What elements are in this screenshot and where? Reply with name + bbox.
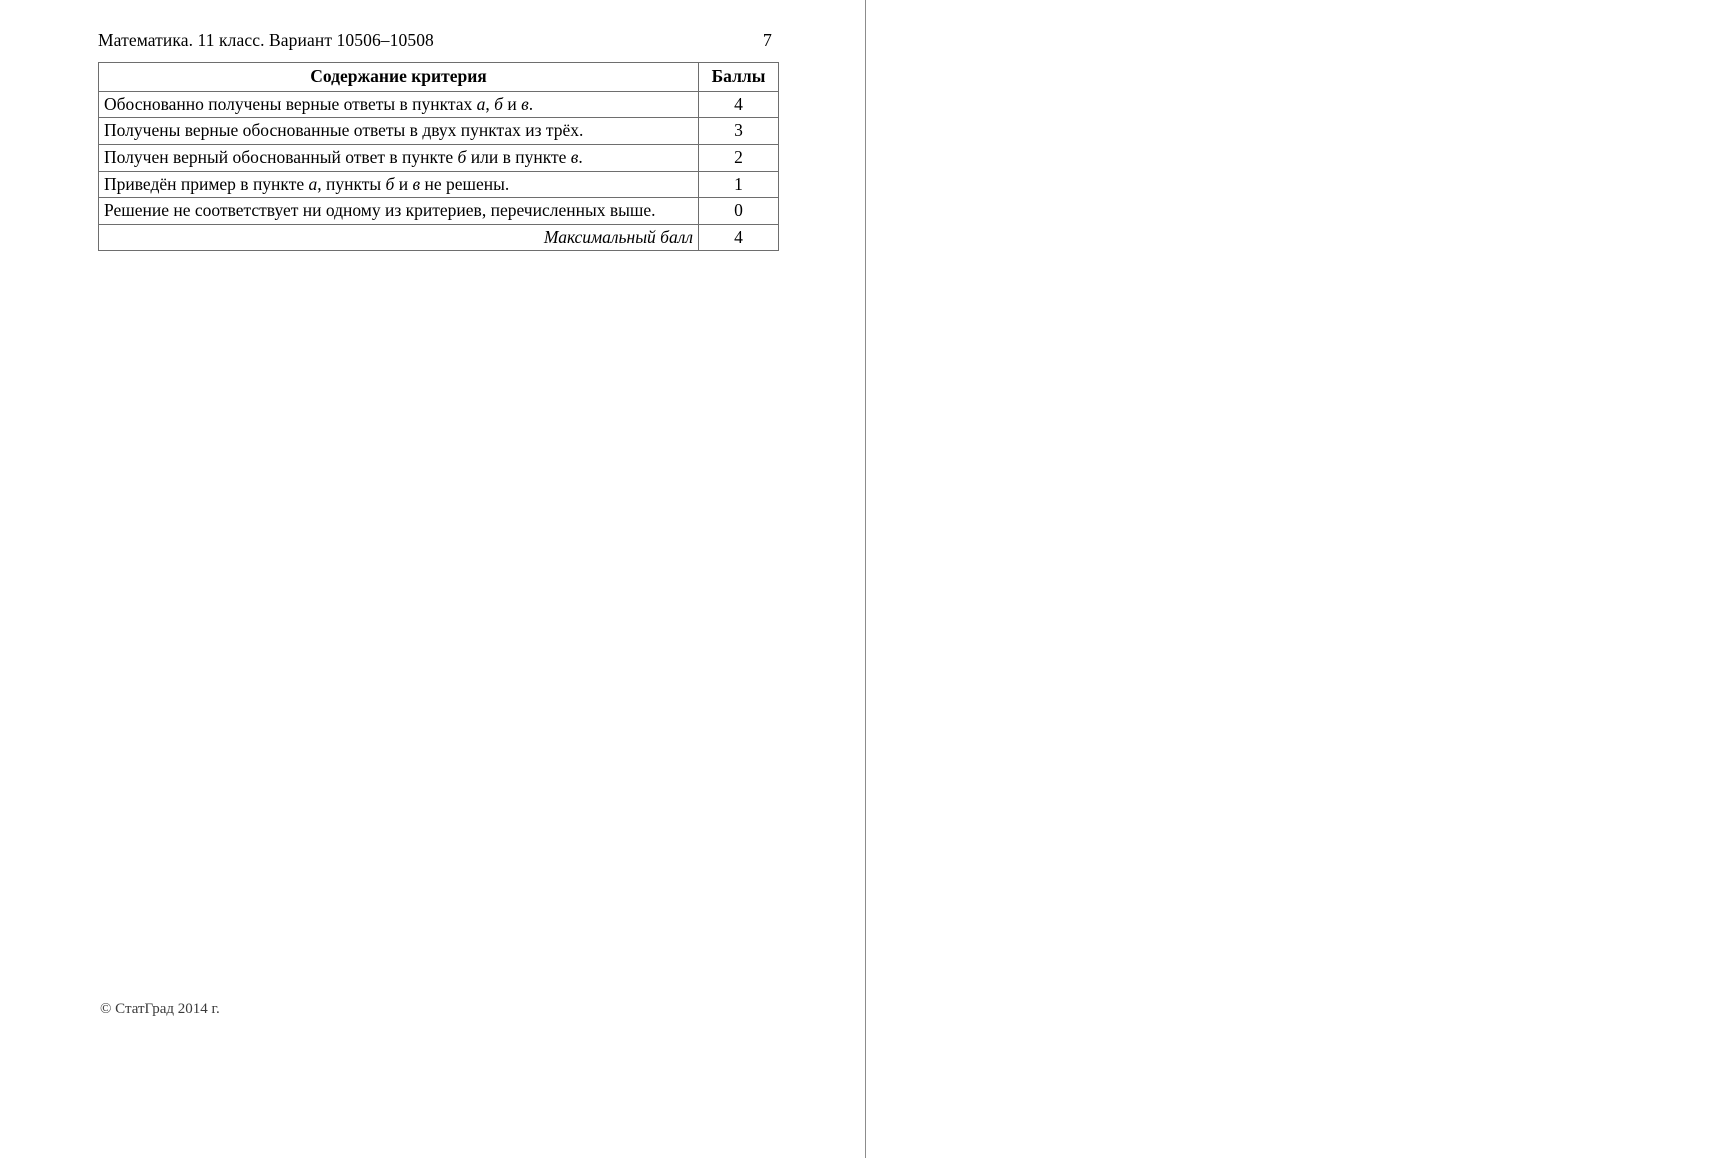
criterion-text-prefix: Обоснованно получены верные ответы в пунктах <box>104 93 477 114</box>
criterion-text-prefix: Получен верный обоснованный ответ в пункте <box>104 146 458 167</box>
criterion-text-mid-2: и <box>394 173 413 194</box>
criterion-text-italic-3: в <box>521 93 529 114</box>
score-cell: 3 <box>699 118 779 145</box>
criterion-text-italic-1: а <box>308 173 318 194</box>
criteria-table <box>98 62 779 251</box>
criterion-text-prefix: Получены верные обоснованные ответы в двух пунктах из трёх. <box>104 120 584 141</box>
criterion-text-prefix: Приведён пример в пункте <box>104 173 309 194</box>
max-score-label: Максимальный балл <box>99 224 699 251</box>
table-header-row <box>99 63 779 92</box>
criterion-text-suffix: не решены. <box>420 173 510 194</box>
max-score-value: 4 <box>699 224 779 251</box>
score-cell: 1 <box>699 171 779 198</box>
criterion-cell <box>99 198 699 225</box>
score-cell: 0 <box>699 198 779 225</box>
page-number: 7 <box>762 30 772 50</box>
criterion-text-italic-3: в <box>412 173 421 194</box>
table-row-max-score <box>99 224 779 251</box>
criterion-cell <box>99 144 699 171</box>
column-header-criterion: Содержание критерия <box>99 63 699 92</box>
score-cell: 4 <box>699 91 779 118</box>
table-row <box>99 198 779 225</box>
criterion-text-mid-1: , <box>485 93 495 114</box>
table-row <box>99 171 779 198</box>
criterion-cell <box>99 91 699 118</box>
criterion-text-italic-2: б <box>494 93 503 114</box>
page-header <box>98 30 778 51</box>
criterion-text-italic-1: а <box>476 93 486 114</box>
criterion-text-italic-1: б <box>457 146 467 167</box>
criterion-text-italic-2: в <box>570 146 579 167</box>
score-cell: 2 <box>699 144 779 171</box>
column-header-score: Баллы <box>699 63 779 92</box>
table-row <box>99 118 779 145</box>
criterion-text-prefix: Решение не соответствует ни одному из критериев, перечисленных выше. <box>104 200 656 221</box>
header-title: Математика. 11 класс. Вариант 10506–10508 <box>98 30 434 50</box>
criterion-text-mid-2: и <box>502 93 522 114</box>
table-row <box>99 144 779 171</box>
criterion-cell <box>99 171 699 198</box>
criterion-text-mid-1: , пункты <box>317 173 386 194</box>
criterion-text-suffix: . <box>578 146 583 167</box>
criterion-text-suffix: . <box>528 93 534 114</box>
table-row <box>99 91 779 118</box>
criterion-cell <box>99 118 699 145</box>
footer-copyright: © СтатГрад 2014 г. <box>100 1001 220 1017</box>
criterion-text-mid-1: или в пункте <box>466 146 571 167</box>
page-divider <box>865 0 866 1158</box>
criterion-text-italic-2: б <box>385 173 395 194</box>
